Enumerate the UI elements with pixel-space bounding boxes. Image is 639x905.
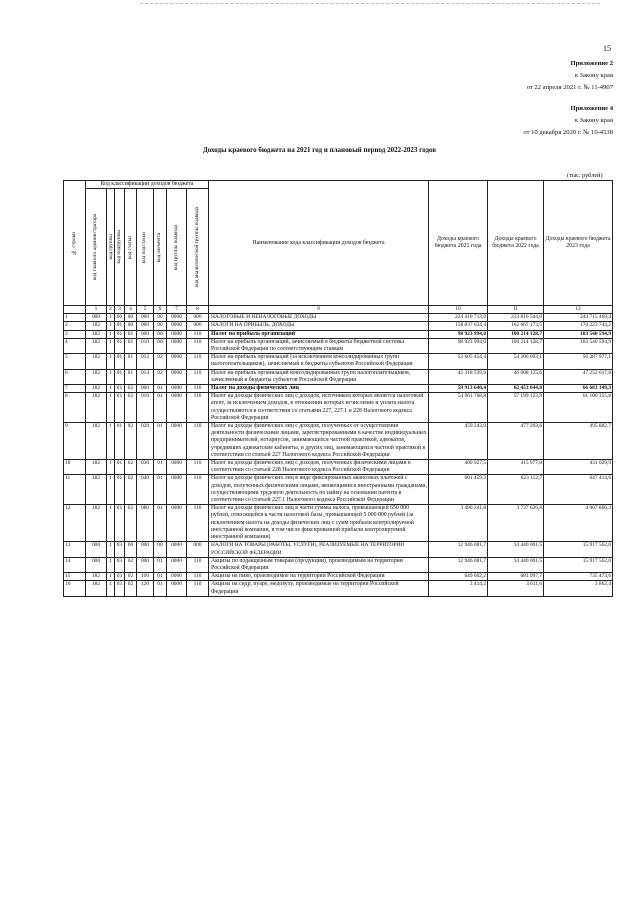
admin-code: 182 <box>86 581 107 596</box>
page-number: 15 <box>603 44 611 53</box>
subgroup-code: 03 <box>115 557 125 572</box>
admin-code: 182 <box>86 354 107 369</box>
article-code: 01 <box>125 330 137 338</box>
table-row <box>64 322 613 330</box>
article-code: 01 <box>125 338 137 353</box>
revenue-name: Налог на доходы физических лиц с доходов, полученных физическими лицами в соответствии со статьей 228 Налогового кодекса Российской Федерации <box>209 460 429 475</box>
element-code: 01 <box>154 573 167 581</box>
subtype-group-code: 0000 <box>167 505 187 542</box>
subgroup-code: 03 <box>115 542 125 557</box>
subtype-group-code: 0000 <box>167 369 187 384</box>
group-code: 1 <box>107 330 115 338</box>
revenue-2021: 59 913 640,4 <box>429 385 488 393</box>
revenue-2023: 56 287 977,1 <box>544 354 613 369</box>
article-code: 02 <box>125 557 137 572</box>
subtype-group-code: 0000 <box>167 573 187 581</box>
row-number: 8 <box>64 393 86 423</box>
table-row <box>64 542 613 557</box>
document-title: Доходы краевого бюджета на 2021 год и плановый период 2022-2023 годов <box>202 146 437 154</box>
article-code: 02 <box>125 385 137 393</box>
group-code: 1 <box>107 475 115 505</box>
article-code: 02 <box>125 581 137 596</box>
appendix-2-block <box>527 58 613 94</box>
col-number: 1 <box>86 306 107 314</box>
revenue-2023: 103 540 594,9 <box>544 338 613 353</box>
subarticle-code: 000 <box>137 322 154 330</box>
element-code: 01 <box>154 393 167 423</box>
table-row <box>64 338 613 353</box>
revenue-2023: 170 223 744,2 <box>544 322 613 330</box>
element-code: 02 <box>154 354 167 369</box>
col-number: 10 <box>429 306 488 314</box>
subtype-group-code: 0000 <box>167 581 187 596</box>
header-subarticle: код подстатьи <box>137 189 154 306</box>
revenue-2023: 61 100 355,8 <box>544 393 613 423</box>
subgroup-code: 03 <box>115 573 125 581</box>
revenue-2021: 45 318 539,6 <box>429 369 488 384</box>
subtype-group-code: 0000 <box>167 338 187 353</box>
row-number: 4 <box>64 338 86 353</box>
row-number: 6 <box>64 369 86 384</box>
column-number-row <box>64 306 613 314</box>
subtype-group-code: 0000 <box>167 385 187 393</box>
header-2021: Доходы краевого бюджета 2021 года <box>429 181 488 306</box>
revenue-2021: 12 946 081,7 <box>429 557 488 572</box>
subarticle-code: 000 <box>137 385 154 393</box>
budget-revenue-table <box>63 180 613 597</box>
subarticle-code: 100 <box>137 573 154 581</box>
revenue-2022: 46 008 125,6 <box>488 369 544 384</box>
revenue-2021: 158 837 634,4 <box>429 322 488 330</box>
revenue-2021: 3 414,2 <box>429 581 488 596</box>
admin-code: 000 <box>86 314 107 322</box>
row-number: 2 <box>64 322 86 330</box>
revenue-name: Налог на доходы физических лиц в части суммы налога, превышающей 650 000 рублей, относящейся к части налоговой базы, превышающей 5 000 000 рублей (за исключением налога на доходы физических лиц с сумм прибыли контролируемой иностранной компании, в том числе фиксированной прибыли контролируемой иностранной компании) <box>209 505 429 542</box>
top-divider <box>140 3 600 4</box>
admin-code: 182 <box>86 505 107 542</box>
group-code: 1 <box>107 354 115 369</box>
revenue-name: Налог на прибыль организаций <box>209 330 429 338</box>
admin-code: 182 <box>86 330 107 338</box>
subgroup-code: 03 <box>115 581 125 596</box>
admin-code: 182 <box>86 460 107 475</box>
row-number: 9 <box>64 423 86 460</box>
revenue-2022: 162 667 173,5 <box>488 322 544 330</box>
subarticle-code: 010 <box>137 338 154 353</box>
col-number: 2 <box>107 306 115 314</box>
header-name: Наименование кода классификации доходов бюджета <box>209 181 429 306</box>
revenue-2023: 15 917 562,0 <box>544 557 613 572</box>
table-row <box>64 393 613 423</box>
group-code: 1 <box>107 542 115 557</box>
subarticle-code: 030 <box>137 460 154 475</box>
article-code: 01 <box>125 354 137 369</box>
revenue-2022: 100 214 128,7 <box>488 338 544 353</box>
subarticle-code: 120 <box>137 581 154 596</box>
revenue-2022: 681 997,7 <box>488 573 544 581</box>
group-code: 1 <box>107 460 115 475</box>
table-row <box>64 369 613 384</box>
revenue-2021: 601 459,3 <box>429 475 488 505</box>
revenue-name: Налог на прибыль организаций, зачисляемый в бюджеты бюджетной системы Российской Федерации по соответствующим ставкам <box>209 338 429 353</box>
revenue-2022: 62 453 044,8 <box>488 385 544 393</box>
revenue-2023: 647 414,6 <box>544 475 613 505</box>
element-code: 01 <box>154 423 167 460</box>
subgroup-code: 00 <box>115 314 125 322</box>
subtype-group-code: 0000 <box>167 460 187 475</box>
revenue-2022: 100 214 128,7 <box>488 330 544 338</box>
subgroup-code: 01 <box>115 322 125 330</box>
col-number: 5 <box>137 306 154 314</box>
col-number: 9 <box>209 306 429 314</box>
revenue-2023: 3 862,4 <box>544 581 613 596</box>
col-number: 8 <box>187 306 209 314</box>
group-code: 1 <box>107 322 115 330</box>
group-code: 1 <box>107 557 115 572</box>
subgroup-code: 01 <box>115 338 125 353</box>
subtype-group-code: 0000 <box>167 314 187 322</box>
group-code: 1 <box>107 338 115 353</box>
row-number: 7 <box>64 385 86 393</box>
revenue-name: НАЛОГИ НА ПРИБЫЛЬ, ДОХОДЫ <box>209 322 429 330</box>
group-code: 1 <box>107 385 115 393</box>
appendix-4-line2: от 10 декабря 2020 г. № 10-4538 <box>523 129 613 136</box>
revenue-2021: 649 602,2 <box>429 573 488 581</box>
element-code: 00 <box>154 338 167 353</box>
col-number <box>64 306 86 314</box>
header-2022: Доходы краевого бюджета 2022 года <box>488 181 544 306</box>
article-code: 02 <box>125 393 137 423</box>
appendix-4-title: Приложение 4 <box>570 105 613 112</box>
analytic-group-code: 110 <box>187 557 209 572</box>
revenue-name: Налог на доходы физических лиц с доходов, источником которых является налоговый агент, за исключением доходов, в отношении которых исчисление и уплата налога осуществляются в соответствии со статьями 227, 227.1 и 228 Налогового кодекса Российской Федерации <box>209 393 429 423</box>
revenue-2021: 54 961 768,8 <box>429 393 488 423</box>
subarticle-code: 010 <box>137 393 154 423</box>
header-row-no: № строки <box>64 181 86 306</box>
row-number: 5 <box>64 354 86 369</box>
analytic-group-code: 110 <box>187 505 209 542</box>
header-classification-group: Код классификации доходов бюджета <box>86 181 209 189</box>
revenue-2022: 3 737 626,8 <box>488 505 544 542</box>
analytic-group-code: 110 <box>187 393 209 423</box>
header-subgroup: код подгруппы <box>115 189 125 306</box>
subarticle-code: 040 <box>137 475 154 505</box>
revenue-2023: 431 629,9 <box>544 460 613 475</box>
row-number: 10 <box>64 460 86 475</box>
admin-code: 182 <box>86 385 107 393</box>
article-code: 02 <box>125 475 137 505</box>
admin-code: 182 <box>86 475 107 505</box>
subgroup-code: 01 <box>115 354 125 369</box>
revenue-2022: 623 112,7 <box>488 475 544 505</box>
table-row <box>64 385 613 393</box>
element-code: 01 <box>154 460 167 475</box>
table-row <box>64 475 613 505</box>
element-code: 01 <box>154 557 167 572</box>
element-code: 00 <box>154 330 167 338</box>
analytic-group-code: 110 <box>187 423 209 460</box>
group-code: 1 <box>107 423 115 460</box>
subgroup-code: 01 <box>115 393 125 423</box>
revenue-name: Акцизы на сидр, пуаре, медовуху, производимые на территории Российской Федерации <box>209 581 429 596</box>
revenue-2023: 47 252 617,8 <box>544 369 613 384</box>
table-row <box>64 423 613 460</box>
col-number: 4 <box>125 306 137 314</box>
subtype-group-code: 0000 <box>167 475 187 505</box>
revenue-2022: 14 440 001,5 <box>488 542 544 557</box>
header-analytic-group: код аналитической группы подвида <box>187 189 209 306</box>
element-code: 01 <box>154 505 167 542</box>
revenue-2023: 244 715 469,4 <box>544 314 613 322</box>
group-code: 1 <box>107 369 115 384</box>
row-number: 15 <box>64 573 86 581</box>
subgroup-code: 01 <box>115 460 125 475</box>
table-row <box>64 354 613 369</box>
element-code: 00 <box>154 542 167 557</box>
revenue-2023: 15 917 562,0 <box>544 542 613 557</box>
article-code: 02 <box>125 573 137 581</box>
table-row <box>64 573 613 581</box>
revenue-2023: 66 683 149,3 <box>544 385 613 393</box>
subgroup-code: 01 <box>115 505 125 542</box>
subarticle-code: 000 <box>137 314 154 322</box>
admin-code: 182 <box>86 369 107 384</box>
header-group: код группы <box>107 189 115 306</box>
subtype-group-code: 0000 <box>167 322 187 330</box>
revenue-name: Налог на прибыль организаций (за исключением консолидированных групп налогоплательщиков), зачисляемый в бюджеты субъектов Российской Федерации <box>209 354 429 369</box>
subgroup-code: 01 <box>115 385 125 393</box>
element-code: 01 <box>154 475 167 505</box>
article-code: 00 <box>125 322 137 330</box>
element-code: 01 <box>154 581 167 596</box>
revenue-name: Налог на доходы физических лиц <box>209 385 429 393</box>
subtype-group-code: 0000 <box>167 542 187 557</box>
subtype-group-code: 0000 <box>167 423 187 460</box>
article-code: 01 <box>125 369 137 384</box>
header-element: код элемента <box>154 189 167 306</box>
analytic-group-code: 110 <box>187 475 209 505</box>
table-row <box>64 330 613 338</box>
table-row <box>64 460 613 475</box>
revenue-2023: 495 882,7 <box>544 423 613 460</box>
subgroup-code: 01 <box>115 369 125 384</box>
subgroup-code: 01 <box>115 475 125 505</box>
row-number: 14 <box>64 557 86 572</box>
element-code: 02 <box>154 369 167 384</box>
appendix-4-block <box>523 103 613 139</box>
subarticle-code: 020 <box>137 423 154 460</box>
units-label: (тыс. рублей) <box>567 172 603 179</box>
admin-code: 182 <box>86 573 107 581</box>
revenue-2022: 415 977,8 <box>488 460 544 475</box>
element-code: 01 <box>154 385 167 393</box>
revenue-2021: 400 927,5 <box>429 460 488 475</box>
admin-code: 182 <box>86 423 107 460</box>
row-number: 11 <box>64 475 86 505</box>
analytic-group-code: 000 <box>187 322 209 330</box>
analytic-group-code: 110 <box>187 369 209 384</box>
revenue-name: Акцизы по подакцизным товарам (продукции), производимым на территории Российской Федерации <box>209 557 429 572</box>
subtype-group-code: 0000 <box>167 330 187 338</box>
analytic-group-code: 110 <box>187 581 209 596</box>
group-code: 1 <box>107 393 115 423</box>
subtype-group-code: 0000 <box>167 354 187 369</box>
revenue-2023: 103 540 594,9 <box>544 330 613 338</box>
row-number: 1 <box>64 314 86 322</box>
revenue-name: Акцизы на пиво, производимое на территории Российской Федерации <box>209 573 429 581</box>
appendix-4-line1: к Закону края <box>574 117 613 124</box>
group-code: 1 <box>107 314 115 322</box>
revenue-name: Налог на доходы физических лиц с доходов, полученных от осуществления деятельности физическими лицами, зарегистрированными в качестве индивидуальных предпринимателей, нотариусов, занимающихся частной практикой, адвокатов, учредивших адвокатские кабинеты, и других лиц, занимающихся частной практикой в соответствии со статьей 227 Налогового кодекса Российской Федерации <box>209 423 429 460</box>
analytic-group-code: 110 <box>187 338 209 353</box>
appendix-2-title: Приложение 2 <box>570 60 613 67</box>
revenue-2021: 3 490 241,8 <box>429 505 488 542</box>
revenue-2022: 3 611,6 <box>488 581 544 596</box>
admin-code: 000 <box>86 557 107 572</box>
article-code: 00 <box>125 542 137 557</box>
revenue-2022: 57 199 123,9 <box>488 393 544 423</box>
group-code: 1 <box>107 505 115 542</box>
col-number: 12 <box>544 306 613 314</box>
revenue-2022: 233 816 544,0 <box>488 314 544 322</box>
revenue-2023: 4 007 866,3 <box>544 505 613 542</box>
article-code: 02 <box>125 505 137 542</box>
analytic-group-code: 110 <box>187 573 209 581</box>
subarticle-code: 000 <box>137 542 154 557</box>
revenue-2021: 53 605 454,4 <box>429 354 488 369</box>
analytic-group-code: 000 <box>187 314 209 322</box>
header-2023: Доходы краевого бюджета 2023 года <box>544 181 613 306</box>
col-number: 6 <box>154 306 167 314</box>
group-code: 1 <box>107 581 115 596</box>
header-article: код статьи <box>125 189 137 306</box>
admin-code: 182 <box>86 393 107 423</box>
analytic-group-code: 110 <box>187 385 209 393</box>
revenue-2021: 459 243,0 <box>429 423 488 460</box>
table-row <box>64 581 613 596</box>
admin-code: 182 <box>86 322 107 330</box>
subarticle-code: 080 <box>137 505 154 542</box>
header-subtype-group: код группы подвида <box>167 189 187 306</box>
col-number: 3 <box>115 306 125 314</box>
admin-code: 000 <box>86 542 107 557</box>
row-number: 12 <box>64 505 86 542</box>
revenue-2023: 735 473,6 <box>544 573 613 581</box>
element-code: 00 <box>154 314 167 322</box>
row-number: 13 <box>64 542 86 557</box>
row-number: 16 <box>64 581 86 596</box>
revenue-2021: 98 923 994,0 <box>429 330 488 338</box>
table-body <box>64 314 613 597</box>
subarticle-code: 000 <box>137 330 154 338</box>
table-row <box>64 557 613 572</box>
subarticle-code: 014 <box>137 369 154 384</box>
subtype-group-code: 0000 <box>167 393 187 423</box>
analytic-group-code: 110 <box>187 460 209 475</box>
row-number: 3 <box>64 330 86 338</box>
article-code: 02 <box>125 423 137 460</box>
subgroup-code: 01 <box>115 330 125 338</box>
revenue-name: НАЛОГОВЫЕ И НЕНАЛОГОВЫЕ ДОХОДЫ <box>209 314 429 322</box>
header-admin: код главного администратора <box>86 189 107 306</box>
table-row <box>64 314 613 322</box>
subarticle-code: 012 <box>137 354 154 369</box>
revenue-name: НАЛОГИ НА ТОВАРЫ (РАБОТЫ, УСЛУГИ), РЕАЛИЗУЕМЫЕ НА ТЕРРИТОРИИ РОССИЙСКОЙ ФЕДЕРАЦИИ <box>209 542 429 557</box>
revenue-2021: 224 410 713,0 <box>429 314 488 322</box>
subgroup-code: 01 <box>115 423 125 460</box>
subtype-group-code: 0000 <box>167 557 187 572</box>
col-number: 7 <box>167 306 187 314</box>
article-code: 02 <box>125 460 137 475</box>
revenue-2022: 54 206 003,1 <box>488 354 544 369</box>
revenue-name: Налог на прибыль организаций консолидированных групп налогоплательщиков, зачисляемый в бюджеты субъектов Российской Федерации <box>209 369 429 384</box>
revenue-2021: 98 923 994,0 <box>429 338 488 353</box>
col-number: 11 <box>488 306 544 314</box>
table-row <box>64 505 613 542</box>
analytic-group-code: 110 <box>187 354 209 369</box>
revenue-2022: 477 203,6 <box>488 423 544 460</box>
group-code: 1 <box>107 573 115 581</box>
analytic-group-code: 110 <box>187 330 209 338</box>
admin-code: 182 <box>86 338 107 353</box>
revenue-2021: 12 946 081,7 <box>429 542 488 557</box>
subarticle-code: 000 <box>137 557 154 572</box>
appendix-2-line1: к Закону края <box>574 72 613 79</box>
element-code: 00 <box>154 322 167 330</box>
revenue-2022: 14 440 001,5 <box>488 557 544 572</box>
appendix-2-line2: от 22 апреля 2021 г. № 11-4907 <box>526 84 613 91</box>
analytic-group-code: 000 <box>187 542 209 557</box>
revenue-name: Налог на доходы физических лиц в виде фиксированных авансовых платежей с доходов, полученных физическими лицами, являющимися иностранными гражданами, осуществляющими трудовую деятельность по найму на основании патента в соответствии со статьей 227.1 Налогового кодекса Российской Федерации <box>209 475 429 505</box>
article-code: 00 <box>125 314 137 322</box>
